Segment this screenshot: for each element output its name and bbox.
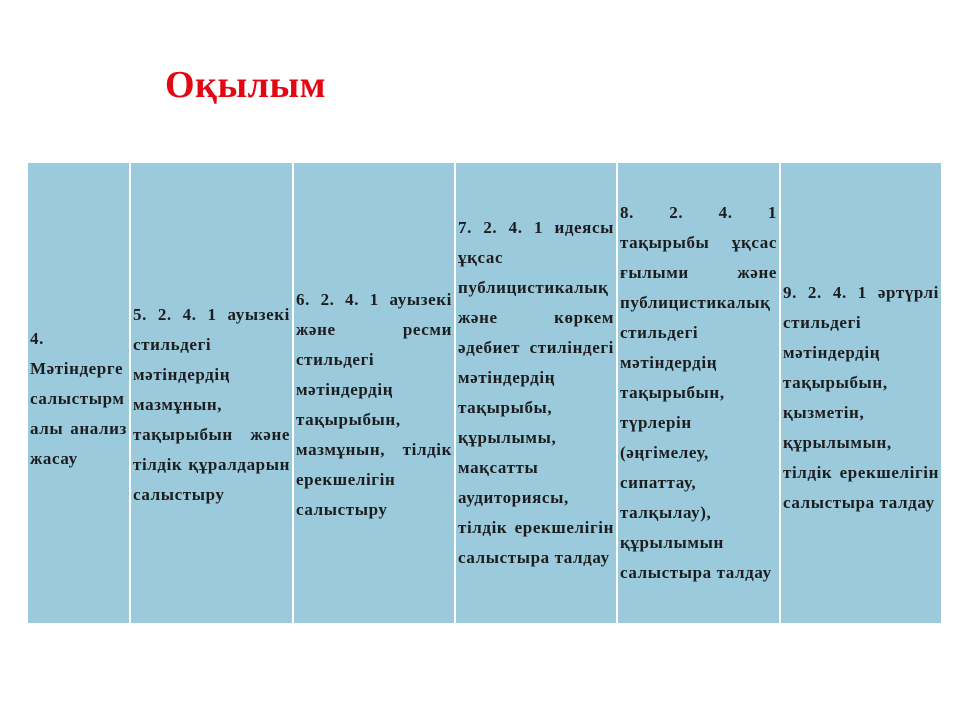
cell-text: 5. 2. 4. 1 ауызекі стильдегі мәтіндердің мазмұнын, тақырыбын және тілдік құралдарын салыстыру	[133, 305, 290, 504]
cell-text: 8. 2. 4. 1 тақырыбы ұқсас ғылыми және публицистикалық стильдегі мәтіндердің тақырыбын, түрлерін (әңгімелеу, сипаттау, талқылау), құрылымын салыстыра талдау	[620, 203, 777, 582]
cell-text: 9. 2. 4. 1 әртүрлі стильдегі мәтіндердің тақырыбын, қызметін, құрылымын, тілдік ерекшелігін салыстыра талдау	[783, 283, 939, 512]
table-cell-grade-8	[618, 163, 781, 623]
cell-text: 4. Мәтіндерге салыстырмалы анализ жасау	[30, 329, 127, 468]
cell-text: 6. 2. 4. 1 ауызекі және ресми стильдегі мәтіндердің тақырыбын, мазмұнын, тілдік ерекшелігін салыстыру	[296, 290, 452, 519]
table-cell-grade-5	[131, 163, 294, 623]
slide-title: Оқылым	[165, 64, 326, 106]
objectives-table	[28, 163, 941, 623]
table-cell-grade-4	[28, 163, 131, 623]
table-cell-grade-6	[294, 163, 456, 623]
cell-text: 7. 2. 4. 1 идеясы ұқсас публицистикалық және көркем әдебиет стиліндегі мәтіндердің тақырыбы, құрылымы, мақсатты аудиториясы, тілдік ерекшелігін салыстыра талдау	[458, 218, 614, 567]
table-cell-grade-9	[781, 163, 941, 623]
table-cell-grade-7	[456, 163, 618, 623]
